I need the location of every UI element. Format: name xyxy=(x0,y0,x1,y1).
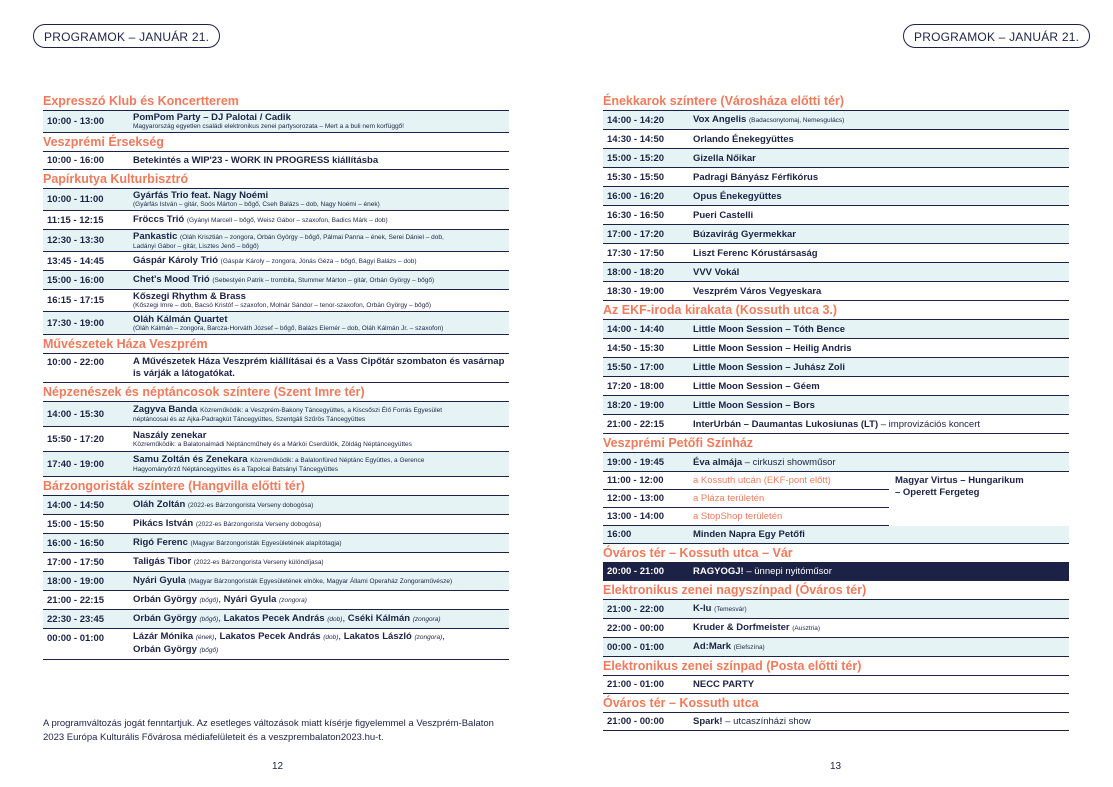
event-title: Chet's Mood Trió xyxy=(133,274,210,285)
event-title: Gyárfás Trio feat. Nagy Noémi xyxy=(133,190,269,202)
table-row xyxy=(603,600,1069,619)
event-title: Nyári Gyula xyxy=(223,594,277,605)
event-sub: néptáncosai és az Ajka-Padragkút Táncegyüttes, Szentgáli Szűrös Táncegyüttes xyxy=(133,416,366,424)
event-note: (ének) xyxy=(195,634,215,641)
event-title: Veszprém Város Vegyeskara xyxy=(693,285,822,297)
ekf-list xyxy=(603,320,1069,434)
time: 18:20 - 19:00 xyxy=(607,399,665,411)
event-title: Oláh Kálmán Quartet xyxy=(133,313,228,325)
section-title: Az EKF-iroda kirakata (Kossuth utca 3.) xyxy=(603,302,1069,320)
event-sub: (Kőszegi Imre – dob, Bacsó Kristóf – szaxofon, Molnár Sándor – tenor-szaxofon, Orbán György – bőgő) xyxy=(133,302,432,310)
table-row xyxy=(603,472,889,490)
event-title: Rigó Ferenc xyxy=(133,537,188,548)
time: 21:00 - 00:00 xyxy=(607,716,665,727)
table-row xyxy=(43,534,509,553)
table-row xyxy=(43,230,509,252)
table-row xyxy=(603,320,1069,339)
table-row xyxy=(603,187,1069,206)
table-row xyxy=(43,427,509,452)
table-row xyxy=(603,490,889,508)
section-title: Veszprémi Érsekség xyxy=(43,134,509,152)
event-desc: – cirkuszi showműsor xyxy=(742,456,836,468)
time: 18:00 - 18:20 xyxy=(607,266,665,278)
event-title: Cséki Kálmán xyxy=(347,613,411,624)
event-sub: Közreműködik: a Balatonalmádi Néptáncműhely és a Márkói Cserdülők, Zöldág Néptáncegyüttes xyxy=(133,440,412,448)
event-title: Pueri Castelli xyxy=(693,209,754,221)
event-title: Samu Zoltán és Zenekara xyxy=(133,454,248,466)
time: 10:00 - 13:00 xyxy=(47,116,105,127)
table-row xyxy=(603,377,1069,396)
event-note: (2022-es Bárzongorista Verseny különdíjasa) xyxy=(193,559,324,566)
section-title: Elektronikus zenei nagyszínpad (Óváros tér) xyxy=(603,582,1069,600)
table-row xyxy=(603,508,889,526)
section-title: Énekkarok színtere (Városháza előtti tér) xyxy=(603,93,1069,111)
table-row xyxy=(603,713,1069,731)
event-title: Orbán György xyxy=(133,613,197,624)
table-row xyxy=(43,189,509,211)
time: 17:00 - 17:20 xyxy=(607,228,665,240)
event-title: Orbán György xyxy=(133,644,197,655)
table-row xyxy=(603,396,1069,415)
left-column xyxy=(43,92,509,660)
section-title: Bárzongoristák színtere (Hangvilla előtti tér) xyxy=(43,478,509,496)
time: 17:30 - 19:00 xyxy=(47,317,105,329)
table-row xyxy=(603,149,1069,168)
event-note: (zongora) xyxy=(414,634,443,641)
event-title: Minden Napra Egy Petőfi xyxy=(693,529,805,540)
event-location: a StopShop területén xyxy=(693,511,783,522)
table-row xyxy=(43,252,509,271)
time: 10:00 - 16:00 xyxy=(47,155,105,166)
event-location: a Pláza területén xyxy=(693,493,765,504)
event-title: Kruder & Dorfmeister xyxy=(693,622,790,633)
header-right-pill: PROGRAMOK – JANUÁR 21. xyxy=(903,24,1090,48)
event-location: a Kossuth utcán (EKF-pont előtt) xyxy=(693,475,831,486)
event-title: Pikács István xyxy=(133,518,194,529)
time: 21:00 - 22:15 xyxy=(607,418,665,430)
event-title: Éva almája xyxy=(693,456,743,468)
choir-list xyxy=(603,111,1069,301)
event-title: InterUrbán – Daumantas Lukosiunas (LT) xyxy=(693,418,879,430)
time: 17:20 - 18:00 xyxy=(607,380,665,392)
time: 17:00 - 17:50 xyxy=(47,556,105,568)
table-row xyxy=(43,111,509,133)
event-title: Naszály zenekar xyxy=(133,429,207,441)
event-note: (Temesvár) xyxy=(714,606,747,613)
page-number-right: 13 xyxy=(830,761,842,772)
table-row xyxy=(603,244,1069,263)
event-desc: – improvizációs koncert xyxy=(878,418,981,430)
time: 14:00 - 14:40 xyxy=(607,323,665,335)
event-title: Zagyva Banda xyxy=(133,404,198,416)
event-note: (Badacsonytomaj, Nemesgulács) xyxy=(748,117,845,124)
time: 15:00 - 16:00 xyxy=(47,274,105,286)
time: 10:00 - 22:00 xyxy=(47,357,105,368)
event-title: Little Moon Session – Bors xyxy=(693,399,815,411)
time: 15:00 - 15:50 xyxy=(47,518,105,530)
table-row xyxy=(43,553,509,572)
time: 11:15 - 12:15 xyxy=(47,214,104,226)
event-title: Padragi Bányász Férfikórus xyxy=(693,171,819,183)
event-title: Fröccs Trió xyxy=(133,214,185,225)
electronic-list xyxy=(603,600,1069,657)
table-row xyxy=(43,354,509,383)
event-title: Opus Énekegyüttes xyxy=(693,190,782,202)
header-left-pill: PROGRAMOK – JANUÁR 21. xyxy=(33,24,220,48)
time: 14:00 - 15:30 xyxy=(47,408,105,420)
event-title: Oláh Zoltán xyxy=(133,499,186,510)
table-row xyxy=(603,415,1069,434)
time: 22:00 - 00:00 xyxy=(607,622,665,634)
time: 15:50 - 17:00 xyxy=(607,361,665,373)
time: 14:00 - 14:50 xyxy=(47,499,105,511)
event-title: Orbán György xyxy=(133,594,197,605)
event-title: Búzavirág Gyermekkar xyxy=(693,228,796,240)
event-sub: (Gyárfás István – gitár, Soós Márton – bőgő, Cseh Balázs – dob, Nagy Noémi – ének) xyxy=(133,201,380,209)
time: 16:00 - 16:20 xyxy=(607,190,665,202)
time: 14:00 - 14:20 xyxy=(607,114,665,126)
event-title: Ad:Mark xyxy=(693,641,732,652)
event-title: Taligás Tibor xyxy=(133,556,192,567)
table-row xyxy=(603,676,1069,694)
time: 00:00 - 01:00 xyxy=(47,633,105,644)
petofi-block xyxy=(603,453,1069,544)
time: 21:00 - 01:00 xyxy=(607,679,665,690)
event-title: Lakatos Pecek András xyxy=(223,613,325,624)
time: 15:00 - 15:20 xyxy=(607,152,665,164)
table-row xyxy=(603,619,1069,638)
table-row xyxy=(43,402,509,427)
table-row xyxy=(603,358,1069,377)
table-row xyxy=(603,168,1069,187)
event-title: Vox Angelis xyxy=(693,114,747,125)
table-row xyxy=(603,130,1069,149)
time: 20:00 - 21:00 xyxy=(607,566,665,577)
event-title: PomPom Party – DJ Palotai / Cadik xyxy=(133,112,291,124)
event-title: Gizella Nőikar xyxy=(693,152,756,164)
time: 15:50 - 17:20 xyxy=(47,433,105,445)
table-row xyxy=(43,211,509,230)
event-sub: Ladányi Gábor – gitár, Lisztes Jenő – bőgő) xyxy=(133,242,259,250)
section-title: Művészetek Háza Veszprém xyxy=(43,336,509,354)
table-row: 00:00 - 01:00 Lázár Mónika (ének), Lakatos Pecek András (dob), Lakatos László (zongora), Orbán György (bőgő) xyxy=(43,629,509,660)
event-note: (Magyar Bárzongoristák Egyesületének elnöke, Magyar Állami Operaház Zongoraművésze) xyxy=(188,578,453,585)
time: 13:45 - 14:45 xyxy=(47,255,105,267)
event-note: Közreműködik: a Balatonfüred Néptánc Együttes, a Gerence xyxy=(250,457,425,465)
table-row xyxy=(43,572,509,591)
table-row xyxy=(43,312,509,335)
event-note: (bőgő) xyxy=(199,597,219,604)
event-note: (2022-es Bárzongorista Verseny dobogósa) xyxy=(195,521,322,528)
event-note: (dob) xyxy=(327,616,343,623)
event-title: Lakatos László xyxy=(343,631,412,642)
event-title: Pankastic xyxy=(133,230,178,242)
time: 17:30 - 17:50 xyxy=(607,247,665,259)
time: 12:30 - 13:30 xyxy=(47,235,105,246)
section-title: Népzenészek és néptáncosok színtere (Szent Imre tér) xyxy=(43,384,509,402)
time: 13:00 - 14:00 xyxy=(607,511,665,522)
section-title: Óváros tér – Kossuth utca xyxy=(603,695,1069,713)
event-note: (Gyányi Marcell – bőgő, Weisz Gábor – szaxofon, Badics Márk – dob) xyxy=(186,217,388,224)
right-column xyxy=(603,92,1069,731)
event-note: (Gáspár Károly – zongora, Jónás Géza – bőgő, Bágyi Balázs – dob) xyxy=(220,258,417,265)
time: 17:40 - 19:00 xyxy=(47,458,105,470)
event-title: VVV Vokál xyxy=(693,266,740,278)
table-row xyxy=(603,111,1069,130)
table-row xyxy=(603,339,1069,358)
event-note: (zongora) xyxy=(279,597,307,604)
time: 21:00 - 22:15 xyxy=(47,594,105,606)
event-title: RAGYOGJ! xyxy=(693,566,744,577)
table-row xyxy=(603,263,1069,282)
event-title: Kőszegi Rhythm & Brass xyxy=(133,291,246,303)
table-row xyxy=(43,496,509,515)
event-sub: Magyarország egyetlen családi elektronikus zenei partysorozata – Mert a a buli nem korfüggő! xyxy=(133,123,404,131)
table-row xyxy=(603,526,1069,544)
table-row xyxy=(43,515,509,534)
footer-note: A programváltozás jogát fenntartjuk. Az esetleges változások miatt kísérje figyelemmel a Veszprém-Balaton 2023 Európa Kulturális Fővárosa médiafelületeit és a veszprembalaton2023.hu-t. xyxy=(43,718,494,743)
event-note: (Magyar Bárzongoristák Egyesületének alapítótagja) xyxy=(190,540,342,547)
side-label-line: – Operett Fergeteg xyxy=(895,487,980,498)
section-title: Expresszó Klub és Koncertterem xyxy=(43,93,509,111)
event-title: Liszt Ferenc Kórustársaság xyxy=(693,247,818,259)
time: 21:00 - 22:00 xyxy=(607,603,665,615)
table-row xyxy=(43,290,509,312)
event-title: Little Moon Session – Juhász Zoli xyxy=(693,361,846,373)
event-title: Gáspár Károly Trió xyxy=(133,255,219,266)
event-title: Lakatos Pecek András xyxy=(219,631,321,642)
section-title: Elektronikus zenei színpad (Posta előtti tér) xyxy=(603,658,1069,676)
event-note: (bőgő) xyxy=(199,616,219,623)
time: 14:50 - 15:30 xyxy=(607,342,665,354)
event-title: K-lu xyxy=(693,603,712,614)
event-desc: – utcaszínházi show xyxy=(722,716,811,727)
time: 10:00 - 11:00 xyxy=(47,194,104,205)
table-row: 22:30 - 23:45 Orbán György (bőgő), Lakatos Pecek András (dob), Cséki Kálmán (zongora) xyxy=(43,610,509,629)
event-note: (Sebestyén Patrik – trombita, Stummer Márton – gitár, Orbán György – bőgő) xyxy=(212,277,435,284)
time: 22:30 - 23:45 xyxy=(47,613,105,625)
time: 18:00 - 19:00 xyxy=(47,575,105,587)
event-note: (2022-es Bárzongorista Verseny dobogósa) xyxy=(187,502,314,509)
event-title: Little Moon Session – Tóth Bence xyxy=(693,323,846,335)
event-title: A Művészetek Háza Veszprém kiállításai és a Vass Cipőtár szombaton és vasárnap is várják a látogatókat. xyxy=(133,356,505,379)
table-row xyxy=(43,452,509,477)
event-title: NECC PARTY xyxy=(693,679,755,690)
table-row xyxy=(603,225,1069,244)
time: 18:30 - 19:00 xyxy=(607,285,665,297)
section-title: Óváros tér – Kossuth utca – Vár xyxy=(603,545,1069,563)
event-title: Lázár Mónika xyxy=(133,631,194,642)
table-row xyxy=(43,271,509,290)
event-title: Nyári Gyula xyxy=(133,575,186,586)
side-label-line: Magyar Virtus – Hungarikum xyxy=(895,475,1024,486)
side-label xyxy=(895,475,1024,499)
section-title: Veszprémi Petőfi Színház xyxy=(603,435,1069,453)
event-note: (Ausztria) xyxy=(792,625,821,632)
time: 16:00 - 16:50 xyxy=(47,537,105,549)
time: 16:30 - 16:50 xyxy=(607,209,665,221)
event-note: (zongora) xyxy=(412,616,441,623)
time: 11:00 - 12:00 xyxy=(607,475,664,486)
event-note: (dob) xyxy=(323,634,339,641)
event-title: Little Moon Session – Géem xyxy=(693,380,820,392)
section-title: Papírkutya Kulturbisztró xyxy=(43,171,509,189)
event-title: Little Moon Session – Heilig Andris xyxy=(693,342,852,354)
time: 00:00 - 01:00 xyxy=(607,641,665,653)
table-row xyxy=(603,453,1069,472)
table-row xyxy=(603,206,1069,225)
table-row xyxy=(43,152,509,170)
time: 19:00 - 19:45 xyxy=(607,456,665,468)
event-title: Spark! xyxy=(693,716,723,727)
time: 12:00 - 13:00 xyxy=(607,493,665,504)
event-desc: – ünnepi nyitóműsor xyxy=(743,566,832,577)
event-note: (bőgő) xyxy=(199,647,219,654)
time: 16:15 - 17:15 xyxy=(47,295,105,306)
time: 16:00 xyxy=(607,529,632,540)
event-sub: (Oláh Kálmán – zongora, Barcza-Horváth József – bőgő, Balázs Elemér – dob, Oláh Kálmán Jr. – szaxofon) xyxy=(133,324,444,332)
event-note: (Oláh Krisztián – zongora, Orbán György – bőgő, Pálmai Panna – ének, Serei Dániel – dob, xyxy=(180,233,444,241)
time: 15:30 - 15:50 xyxy=(607,171,665,183)
table-row xyxy=(603,638,1069,657)
page-number-left: 12 xyxy=(272,761,284,772)
table-row: 21:00 - 22:15 Orbán György (bőgő), Nyári Gyula (zongora) xyxy=(43,591,509,610)
event-title: Betekintés a WIP'23 - WORK IN PROGRESS kiállításba xyxy=(133,155,379,166)
table-row xyxy=(603,282,1069,301)
event-note: (Elefszína) xyxy=(733,644,765,651)
event-note: Közreműködik: a Veszprém-Bakony Táncegyüttes, a Kiscsőszi Élő Forrás Egyesület xyxy=(200,407,442,415)
event-title: Orlando Énekegyüttes xyxy=(693,133,794,145)
time: 14:30 - 14:50 xyxy=(607,133,665,145)
event-sub: Hagyományőrző Néptáncegyüttes és a Tapolcai Batsányi Táncegyüttes xyxy=(133,466,338,474)
table-row xyxy=(603,563,1069,581)
